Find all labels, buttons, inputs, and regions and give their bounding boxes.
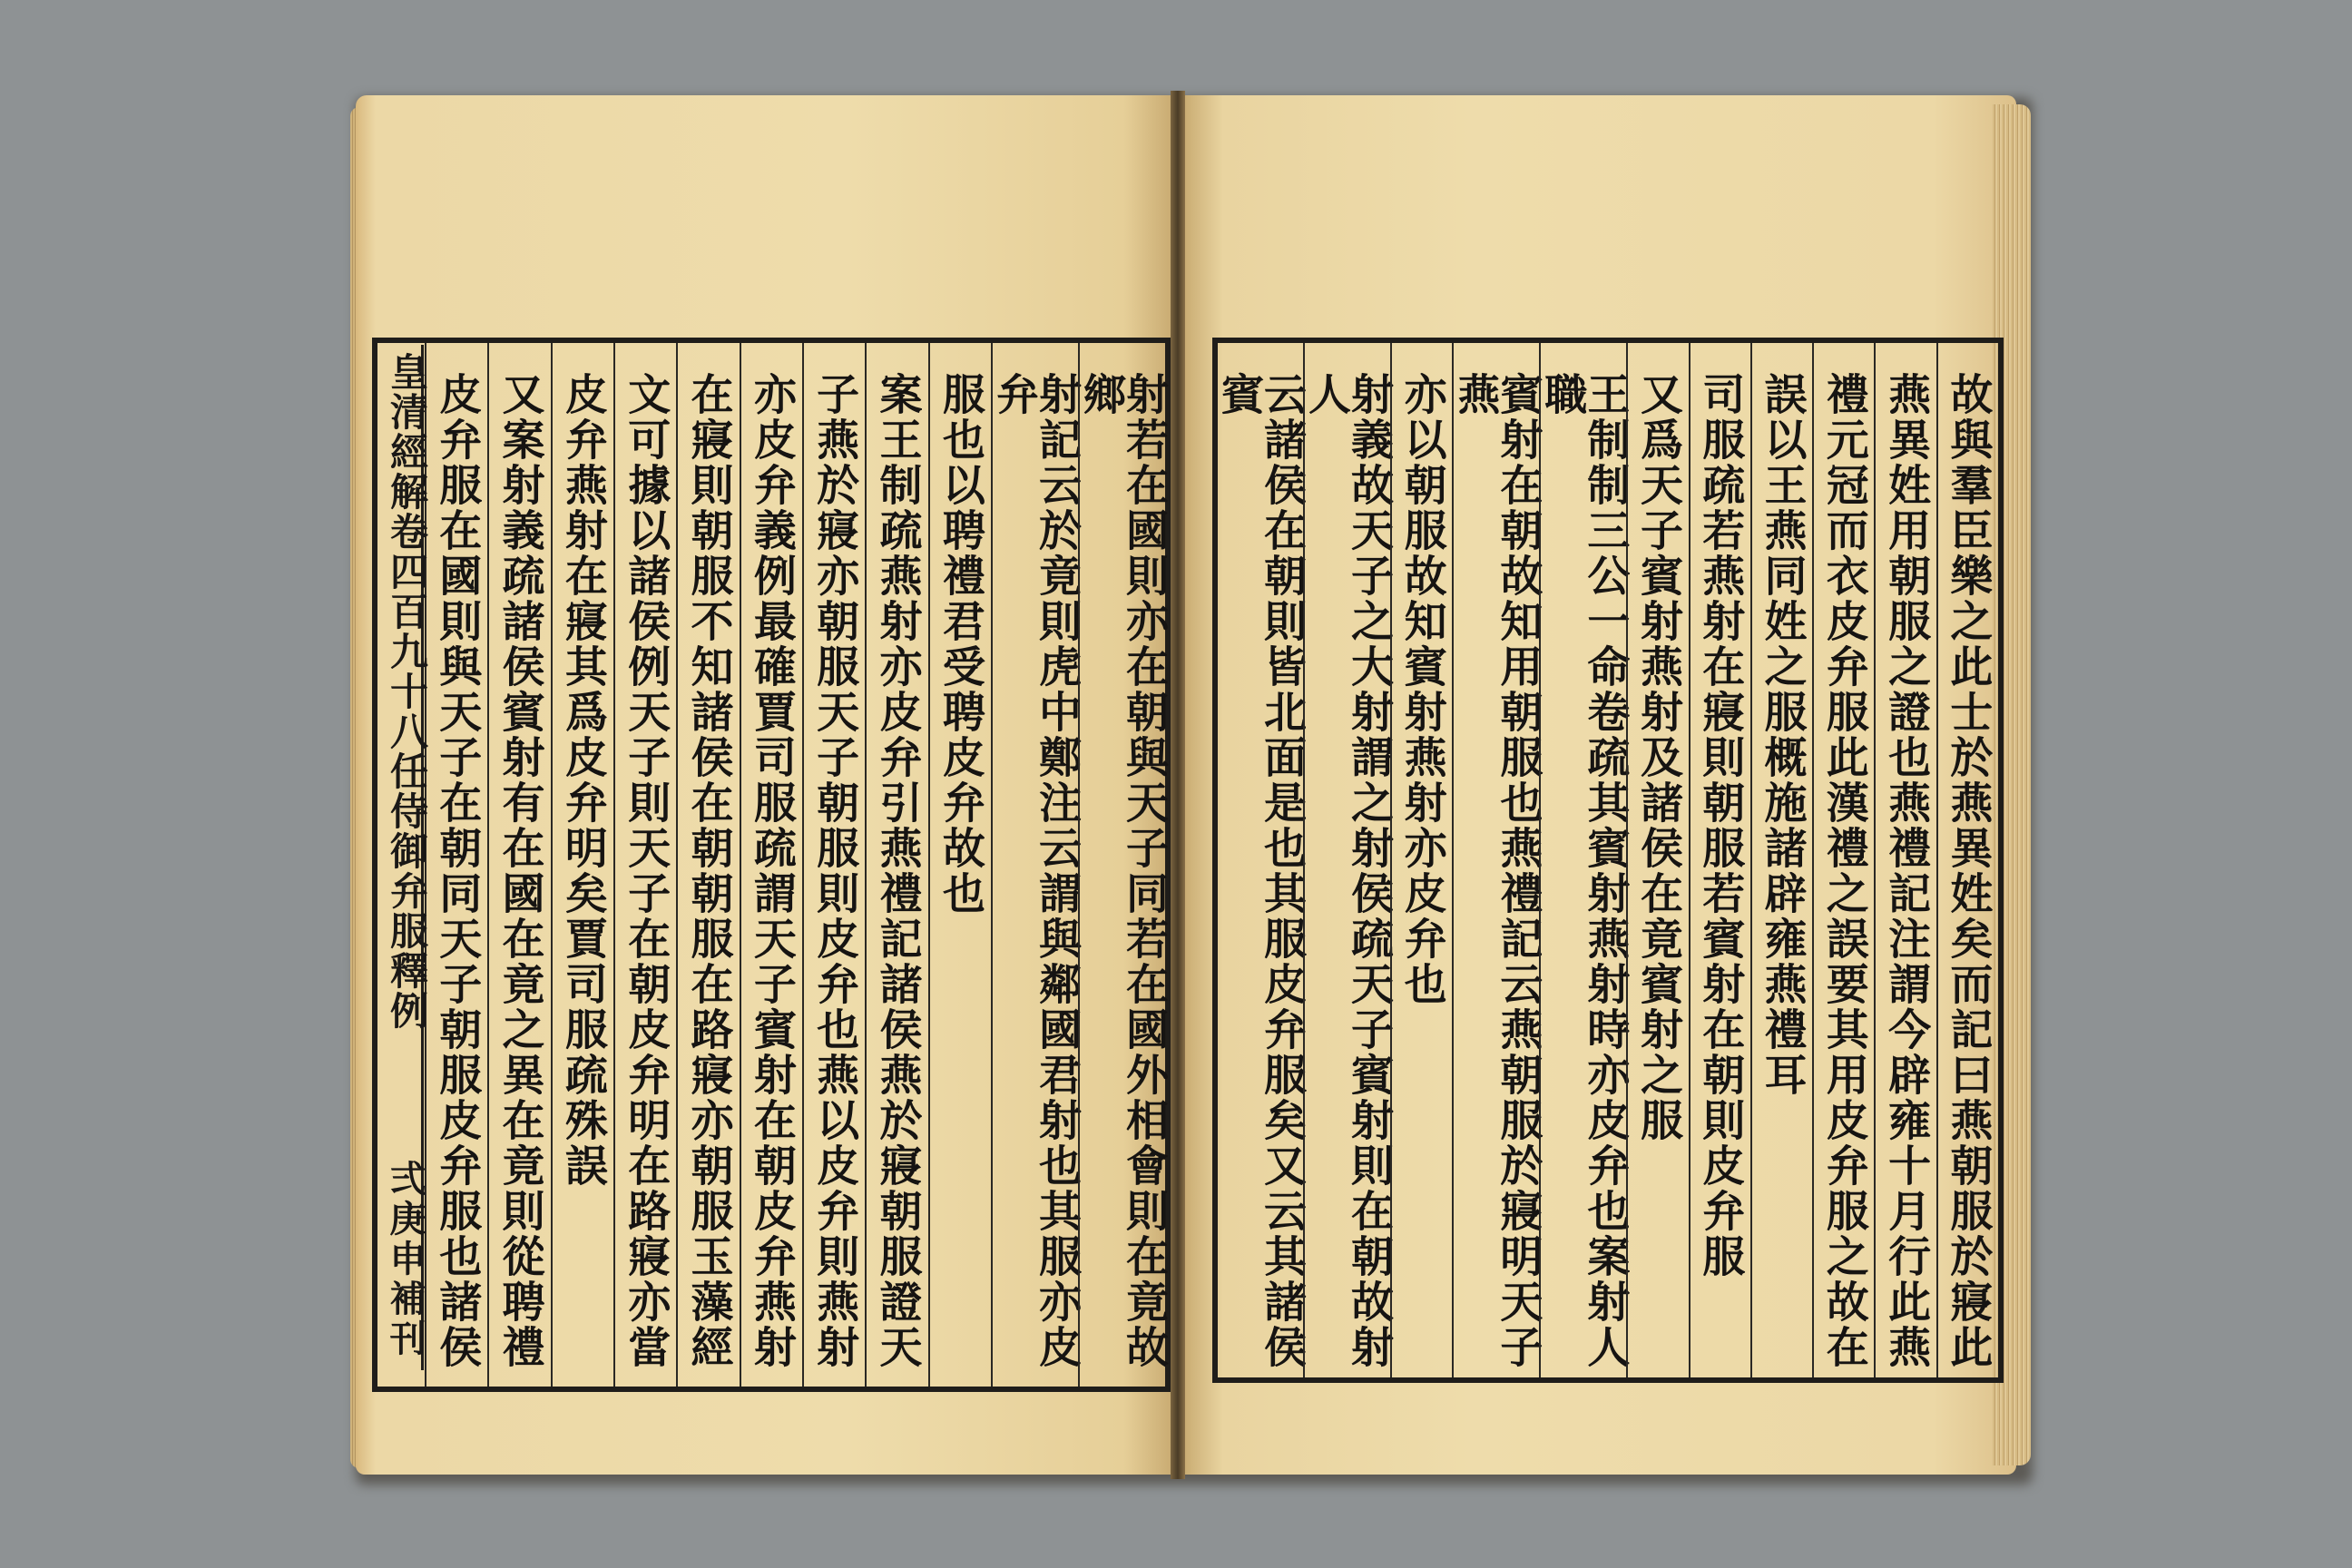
margin-book-title: 皇清經解卷四百九十八任侍御弁服釋例	[385, 352, 429, 1031]
left-column-text: 皮弁服在國則與天子在朝同天子朝服皮弁服也諸侯	[432, 372, 483, 1370]
right-column	[1812, 343, 1874, 1377]
left-column	[802, 343, 865, 1387]
left-column	[487, 343, 550, 1387]
right-column-text: 王制制三公一命卷疏其賓射燕射時亦皮弁也案射人職	[1537, 372, 1631, 1370]
left-column	[989, 343, 1082, 1387]
book-gutter	[1171, 91, 1185, 1479]
left-column	[928, 343, 991, 1387]
right-column	[1874, 343, 1936, 1377]
right-column	[1450, 343, 1544, 1377]
right-column-text: 誤以王燕同姓之服概施諸辟雍燕禮耳	[1757, 372, 1808, 1098]
left-column-text: 在寢則朝服不知諸侯在朝朝服在路寢亦朝服玉藻經	[683, 372, 734, 1370]
right-column	[1750, 343, 1812, 1377]
right-column	[1626, 343, 1688, 1377]
right-column	[1537, 343, 1631, 1377]
right-column-text: 燕異姓用朝服之證也燕禮記注謂今辟雍十月行此燕	[1881, 372, 1932, 1370]
right-column-text: 賓射在朝故知用朝服也燕禮記云燕朝服於寢明天子燕	[1450, 372, 1544, 1370]
right-column-text: 司服疏若燕射在寢則朝服若賓射在朝則皮弁服	[1695, 372, 1746, 1279]
left-column-text: 案王制疏燕射亦皮弁引燕禮記諸侯燕於寢朝服證天	[872, 372, 923, 1370]
left-column-text: 射記云於竟則虎中鄭注云謂與鄰國君射也其服亦皮弁	[989, 372, 1082, 1370]
left-column-text: 皮弁燕射在寢其爲皮弁明矣賈司服疏殊誤	[557, 372, 608, 1189]
right-column	[1390, 343, 1452, 1377]
right-column-text: 射義故天子之大射謂之射侯疏天子賓射則在朝故射人	[1301, 372, 1395, 1370]
left-column	[1076, 343, 1169, 1387]
right-column-text: 云諸侯在朝則皆北面是也其服皮弁服矣又云其諸侯賓	[1214, 372, 1308, 1370]
left-column	[425, 343, 487, 1387]
right-text-frame	[1212, 338, 2004, 1383]
left-column	[740, 343, 802, 1387]
left-column	[676, 343, 739, 1387]
right-column	[1936, 343, 1998, 1377]
left-column	[613, 343, 676, 1387]
left-column-text: 又案射義疏諸侯賓射有在國在竟之異在竟則從聘禮	[495, 372, 545, 1370]
right-column-text: 亦以朝服故知賓射燕射亦皮弁也	[1396, 372, 1447, 1007]
left-column	[865, 343, 927, 1387]
right-column	[1689, 343, 1750, 1377]
left-column-text: 亦皮弁義例最確賈司服疏謂天子賓射在朝皮弁燕射	[746, 372, 797, 1370]
margin-page-num: 弍	[384, 1160, 426, 1200]
right-column	[1214, 343, 1308, 1377]
left-column-text: 文可據以諸侯例天子則天子在朝皮弁明在路寢亦當	[621, 372, 671, 1370]
left-column	[551, 343, 613, 1387]
margin-footer: 庚申補刊	[384, 1200, 426, 1359]
left-column-text: 射若在國則亦在朝與天子同若在國外相會則在竟故鄉	[1076, 372, 1169, 1370]
left-text-frame	[372, 338, 1171, 1392]
left-column-text: 子燕於寢亦朝服天子朝服則皮弁也燕以皮弁則燕射	[809, 372, 860, 1370]
left-column-text: 服也以聘禮君受聘皮弁故也	[935, 372, 985, 916]
right-column-text: 禮元冠而衣皮弁服此漢禮之誤要其用皮弁服之故在	[1818, 372, 1869, 1370]
right-column	[1301, 343, 1395, 1377]
margin-page-number	[379, 1160, 431, 1359]
right-column-text: 故與羣臣樂之此士於燕異姓矣而記曰燕朝服於寢此	[1943, 372, 1994, 1370]
right-column-text: 又爲天子賓射燕射及諸侯在竟賓射之服	[1632, 372, 1683, 1143]
